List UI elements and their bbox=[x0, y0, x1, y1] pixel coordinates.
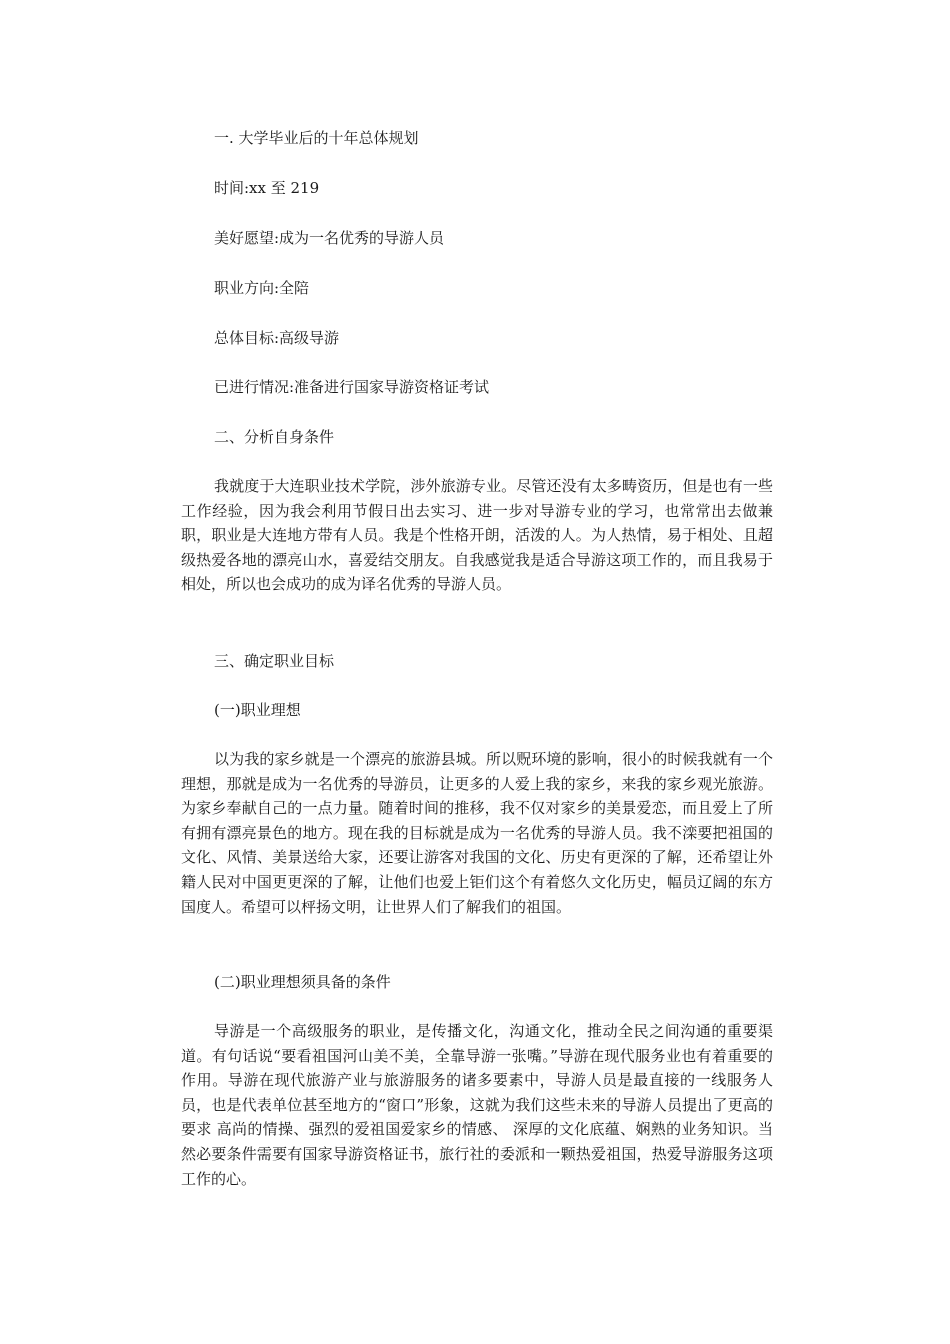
direction-line: 职业方向:全陪 bbox=[214, 279, 310, 297]
plan-title: 一. 大学毕业后的十年总体规划 bbox=[214, 129, 419, 147]
sub1-heading: (一)职业理想 bbox=[214, 701, 301, 719]
progress-line: 已进行情况:准备进行国家导游资格证考试 bbox=[214, 378, 490, 396]
goal-line: 总体目标:高级导游 bbox=[214, 329, 340, 347]
sub2-heading: (二)职业理想须具备的条件 bbox=[214, 973, 391, 991]
time-line: 时间:xx 至 219 bbox=[214, 179, 320, 197]
section2-paragraph: 我就度于大连职业技术学院，涉外旅游专业。尽管还没有太多畴资历，但是也有一些工作经验，因为我会利用节假日出去实习、进一步对导游专业的学习，也常常出去做兼职，职业是大连地方带有人员。我是个性格开朗，活泼的人。为人热情，易于相处、且超级热爱各地的漂亮山水，喜爱结交朋友。自我感觉我是适合导游这项工作的，而且我易于相处，所以也会成功的成为译名优秀的导游人员。 bbox=[181, 477, 773, 594]
wish-line: 美好愿望:成为一名优秀的导游人员 bbox=[214, 229, 445, 247]
section3-heading: 三、确定职业目标 bbox=[214, 652, 335, 670]
section2-heading: 二、分析自身条件 bbox=[214, 428, 335, 446]
sub1-paragraph: 以为我的家乡就是一个漂亮的旅游县城。所以贶环境的影响，很小的时候我就有一个理想，那就是成为一名优秀的导游员，让更多的人爱上我的家乡，来我的家乡观光旅游。为家乡奉献自己的一点力量。随着时间的推移，我不仅对家乡的美景爱恋，而且爱上了所有拥有漂亮景色的地方。现在我的目标就是成为一名优秀的导游人员。我不滦要把祖国的文化、风情、美景送给大家，还要让游客对我国的文化、历史有更深的了解，还希望让外籍人民对中国更更深的了解，让他们也爱上钜们这个有着悠久文化历史，幅员辽阔的东方国度人。希望可以枰扬文明，让世界人们了解我们的祖国。 bbox=[181, 750, 773, 916]
sub2-paragraph: 导游是一个高级服务的职业，是传播文化，沟通文化，推动全民之间沟通的重要渠道。有句话说“要看祖国河山美不美，全靠导游一张嘴。”导游在现代服务业也有着重要的作用。导游在现代旅游产业与旅游服务的诸多要素中，导游人员是最直接的一线服务人员，也是代表单位甚至地方的“窗口”形象，这就为我们这些未来的导游人员提出了更高的要求 高尚的情操、强烈的爱祖国爱家乡的情感、 深厚的文化底蕴、娴熟的业务知识。当然必要条件需要有国家导游资格证书，旅行社的委派和一颗热爱祖国，热爱导游服务这项工作的心。 bbox=[181, 1022, 773, 1188]
